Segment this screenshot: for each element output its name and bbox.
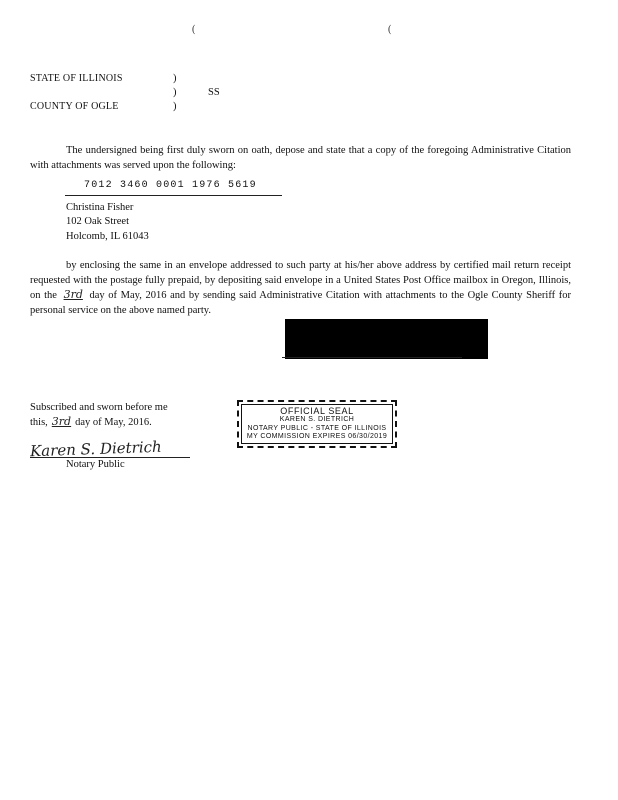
redacted-signature-block	[285, 319, 488, 359]
seal-notary-name: KAREN S. DIETRICH	[279, 416, 355, 424]
county-label: COUNTY OF OGLE	[30, 101, 119, 112]
ss-label: SS	[208, 87, 220, 98]
recipient-name: Christina Fisher	[66, 202, 134, 213]
recipient-city: Holcomb, IL 61043	[66, 231, 149, 242]
service-text-part1: by enclosing the same in an envelope addressed to such party at his/her above address by certified mail return receipt requested with the postage fully prepaid, by depositing said envelope in a United States Post Office mailbox in Oregon, Illinois, on the	[30, 260, 571, 301]
caption-paren-2: )	[173, 87, 177, 98]
scan-mark-left: (	[192, 24, 196, 35]
state-label: STATE OF ILLINOIS	[30, 73, 123, 84]
caption-paren-3: )	[173, 101, 177, 112]
signature-line	[282, 357, 462, 358]
caption-paren-1: )	[173, 73, 177, 84]
handwritten-jurat-day: 3rd	[51, 415, 72, 428]
seal-state: NOTARY PUBLIC - STATE OF ILLINOIS	[247, 424, 387, 432]
jurat-this: this,	[30, 417, 48, 428]
certified-mail-number: 7012 3460 0001 1976 5619	[84, 180, 257, 191]
notary-signature: Karen S. Dietrich	[29, 437, 162, 461]
notary-public-label: Notary Public	[66, 459, 125, 470]
jurat-date-text: day of May, 2016.	[75, 417, 152, 428]
jurat-line-1: Subscribed and sworn before me	[30, 402, 168, 413]
service-text-part2: day of May, 2016 and by sending said Administrative Citation with attachments to the Ogle County Sheriff for personal service on the above named party.	[30, 290, 572, 316]
scan-mark-right: (	[388, 24, 392, 35]
seal-commission: MY COMMISSION EXPIRES 06/30/2019	[246, 433, 388, 441]
seal-title: OFFICIAL SEAL	[280, 406, 354, 417]
tracking-underline	[65, 195, 282, 196]
recipient-street: 102 Oak Street	[66, 216, 129, 227]
jurat-line-2	[30, 415, 152, 430]
notary-seal-stamp	[237, 400, 397, 448]
service-paragraph	[30, 259, 571, 318]
handwritten-service-day: 3rd	[63, 288, 83, 301]
seal-inner-border	[241, 404, 393, 444]
intro-paragraph: The undersigned being first duly sworn on oath, depose and state that a copy of the foregoing Administrative Citation with attachments was served upon the following:	[30, 145, 571, 171]
